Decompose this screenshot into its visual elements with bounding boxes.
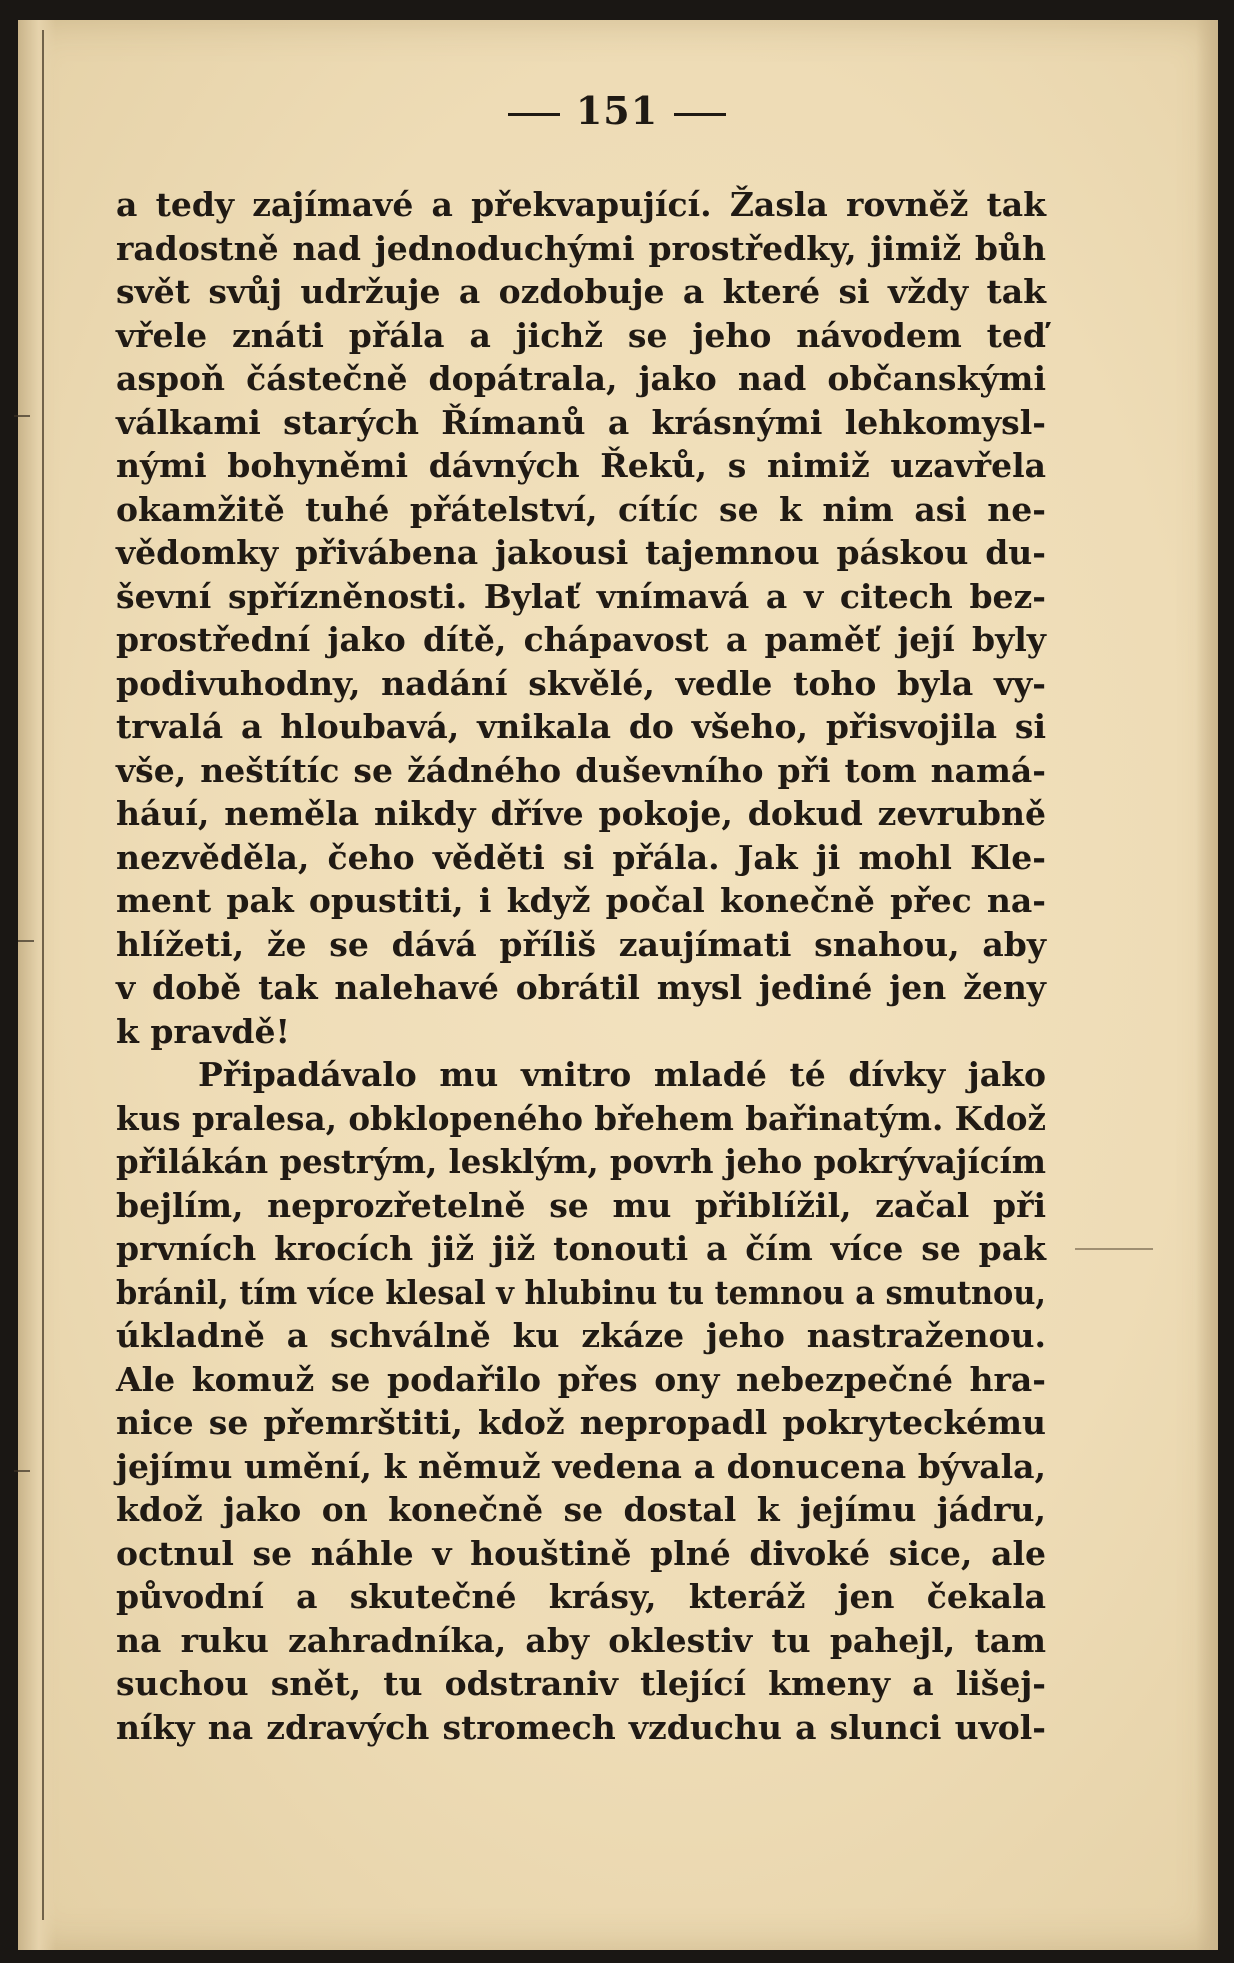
text-line: prostřední jako dítě, chápavost a paměť její byly: [116, 620, 1046, 659]
text-line: vědomky přivábena jakousi tajemnou páskou du-: [116, 533, 1046, 572]
text-line: v době tak nalehavé obrátil mysl jediné jen ženy: [116, 968, 1046, 1007]
margin-mark: [18, 940, 34, 942]
text-line: kdož jako on konečně se dostal k jejímu jádru,: [116, 1490, 1046, 1529]
text-line: suchou snět, tu odstraniv tlející kmeny a lišej-: [116, 1664, 1046, 1703]
margin-mark: [14, 1470, 30, 1472]
text-line: původní a skutečné krásy, kteráž jen čekala: [116, 1577, 1046, 1616]
page-number: 151: [575, 88, 659, 133]
text-line: a tedy zajímavé a překvapující. Žasla rovněž tak: [116, 185, 1046, 224]
text-line: nezvěděla, čeho věděti si přála. Jak ji mohl Kle-: [116, 837, 1046, 877]
text-line: Ale komuž se podařilo přes ony nebezpečné hra-: [116, 1359, 1046, 1399]
pencil-scratch-mark: [1075, 1248, 1153, 1250]
text-line: ševní spřízněnosti. Bylať vnímavá a v citech bez-: [116, 576, 1046, 616]
text-line: svět svůj udržuje a ozdobuje a které si vždy tak: [116, 272, 1046, 311]
body-text: [116, 183, 1046, 1749]
text-line: octnul se náhle v houštině plné divoké sice, ale: [116, 1533, 1046, 1573]
text-line: jejímu umění, k němuž vedena a donucena bývala,: [116, 1446, 1046, 1486]
text-line: Připadávalo mu vnitro mladé té dívky jako: [198, 1055, 1046, 1094]
margin-mark: [14, 415, 30, 417]
text-line: bejlím, neprozřetelně se mu přiblížil, začal při: [116, 1185, 1046, 1225]
text-line: nice se přemrštiti, kdož nepropadl pokryteckému: [116, 1403, 1046, 1442]
text-line: úkladně a schválně ku zkáze jeho nastraženou.: [116, 1316, 1046, 1355]
text-line: kus pralesa, obklopeného břehem bařinatým. Kdož: [116, 1098, 1047, 1138]
text-line: válkami starých Římanů a krásnými lehkomysl-: [116, 402, 1046, 442]
right-dash: [674, 113, 726, 116]
text-line: trvalá a hloubavá, vnikala do všeho, přisvojila si: [116, 707, 1046, 746]
page-number-header: [0, 88, 1234, 133]
text-line: bránil, tím více klesal v hlubinu tu temnou a smutnou,: [116, 1272, 1047, 1312]
left-dash: [508, 113, 560, 116]
text-line: na ruku zahradníka, aby oklestiv tu pahejl, tam: [116, 1620, 1046, 1660]
text-line: přilákán pestrým, lesklým, povrh jeho pokrývajícím: [116, 1142, 1047, 1181]
text-line: okamžitě tuhé přátelství, cítíc se k nim asi ne-: [116, 489, 1046, 529]
text-line: ment pak opustiti, i když počal konečně přec na-: [116, 881, 1046, 920]
text-line: vše, neštítíc se žádného duševního při tom namá-: [116, 750, 1046, 790]
text-line: háuí, neměla nikdy dříve pokoje, dokud zevrubně: [116, 794, 1046, 833]
text-line: k pravdě!: [116, 1011, 290, 1051]
text-line: aspoň částečně dopátrala, jako nad občanskými: [116, 359, 1046, 398]
text-line: radostně nad jednoduchými prostředky, jimiž bůh: [116, 228, 1046, 268]
binding-edge: [42, 30, 44, 1920]
text-line: prvních krocích již již tonouti a čím více se pak: [116, 1229, 1046, 1268]
text-line: hlížeti, že se dává příliš zaujímati snahou, aby: [116, 924, 1046, 964]
text-line: níky na zdravých stromech vzduchu a slunci uvol-: [116, 1707, 1046, 1747]
text-line: vřele znáti přála a jichž se jeho návodem teď: [116, 315, 1046, 355]
text-line: nými bohyněmi dávných Řeků, s nimiž uzavřela: [116, 446, 1046, 485]
page-spine-shadow: [18, 20, 56, 1950]
page-right-edge: [1196, 20, 1218, 1950]
text-line: podivuhodny, nadání skvělé, vedle toho byla vy-: [116, 663, 1046, 703]
